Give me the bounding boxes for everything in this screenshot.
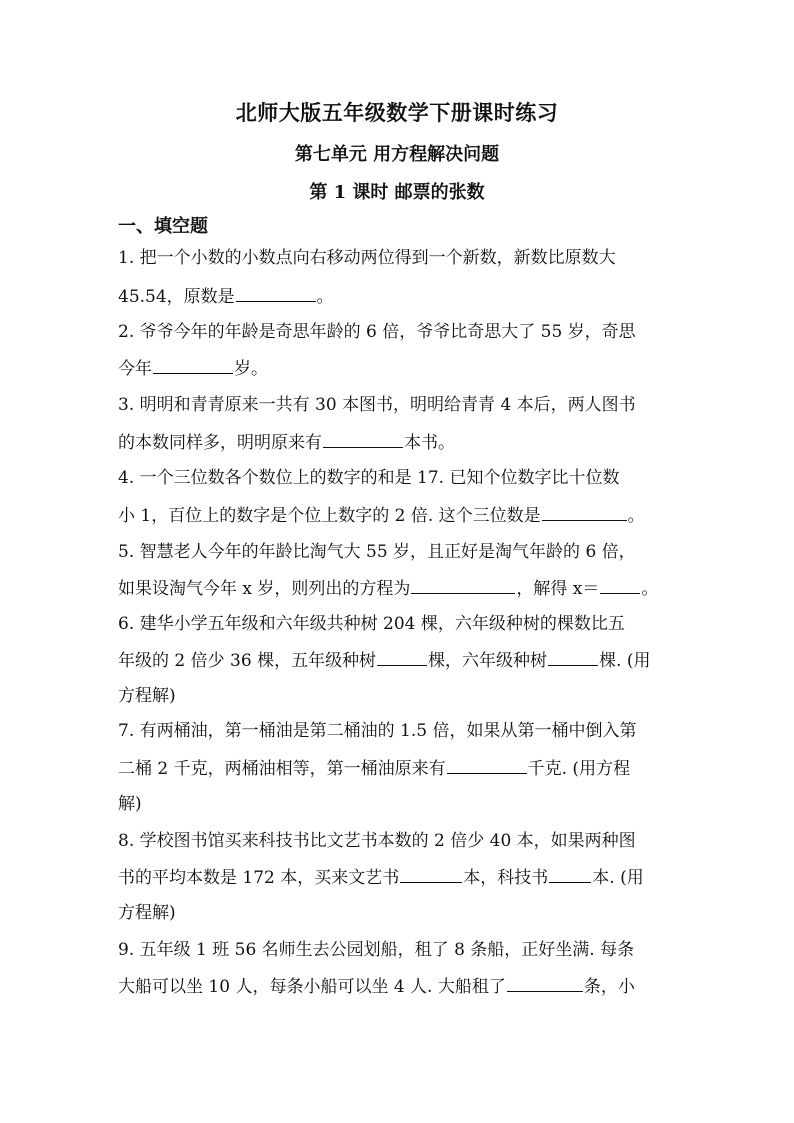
answer-blank-q8-science[interactable] [549, 865, 591, 883]
answer-blank-q1[interactable] [236, 284, 316, 302]
question-2-line-1: 2. 爷爷今年的年龄是奇思年龄的 6 倍，爷爷比奇思大了 55 岁，奇思 [118, 322, 636, 342]
answer-blank-q6-grade5[interactable] [377, 648, 427, 666]
question-2-text: 今年 [118, 359, 152, 379]
answer-blank-q8-literature[interactable] [400, 865, 462, 883]
question-1-end: 。 [316, 287, 334, 307]
question-3-text: 的本数同样多，明明原来有 [118, 433, 322, 453]
question-1-line-2 [118, 284, 334, 309]
question-1-text: 45.54，原数是 [118, 287, 235, 307]
question-7-line-2 [118, 756, 630, 781]
question-3-end: 本书。 [404, 433, 455, 453]
answer-blank-q3[interactable] [323, 430, 403, 448]
question-7-line-3: 解) [118, 794, 142, 814]
question-8-text: 书的平均本数是 172 本，买来文艺书 [118, 868, 400, 888]
question-8-line-2 [118, 865, 644, 890]
question-6-end: 棵. (用 [599, 651, 651, 671]
unit-title: 第七单元 用方程解决问题 [294, 144, 500, 165]
question-5-end: 。 [641, 579, 659, 599]
question-5-text: 如果设淘气今年 x 岁，则列出的方程为 [118, 579, 411, 599]
question-3-line-2 [118, 430, 455, 455]
question-9-line-2 [118, 974, 635, 999]
answer-blank-q6-grade6[interactable] [548, 648, 598, 666]
answer-blank-q9[interactable] [507, 974, 583, 992]
lesson-title: 第 1 课时 邮票的张数 [309, 182, 485, 203]
question-8-mid: 本，科技书 [463, 868, 549, 888]
question-5-line-2 [118, 576, 658, 601]
question-9-text: 大船可以坐 10 人，每条小船可以坐 4 人. 大船租了 [118, 977, 506, 997]
question-1-line-1: 1. 把一个小数的小数点向右移动两位得到一个新数，新数比原数大 [118, 248, 616, 268]
question-2-line-2 [118, 356, 268, 381]
question-3-line-1: 3. 明明和青青原来一共有 30 本图书，明明给青青 4 本后，两人图书 [118, 395, 636, 415]
question-6-mid: 棵，六年级种树 [428, 651, 548, 671]
question-9-line-1: 9. 五年级 1 班 56 名师生去公园划船，租了 8 条船，正好坐满. 每条 [118, 940, 635, 960]
answer-blank-q5-x[interactable] [600, 576, 640, 594]
answer-blank-q5-equation[interactable] [411, 576, 515, 594]
question-7-line-1: 7. 有两桶油，第一桶油是第二桶油的 1.5 倍，如果从第一桶中倒入第 [118, 721, 637, 741]
page-title: 北师大版五年级数学下册课时练习 [235, 100, 559, 125]
question-8-line-1: 8. 学校图书馆买来科技书比文艺书本数的 2 倍少 40 本，如果两种图 [118, 831, 636, 851]
question-8-line-3: 方程解) [118, 903, 176, 923]
question-5-line-1: 5. 智慧老人今年的年龄比淘气大 55 岁，且正好是淘气年龄的 6 倍， [118, 542, 636, 562]
answer-blank-q4[interactable] [542, 503, 627, 521]
section-heading: 一、填空题 [118, 216, 208, 237]
question-4-line-2 [118, 503, 645, 528]
question-4-end: 。 [627, 506, 645, 526]
question-9-end: 条，小 [583, 977, 635, 997]
answer-blank-q2[interactable] [153, 356, 233, 374]
question-2-end: 岁。 [234, 359, 268, 379]
question-5-solve: ，解得 x＝ [516, 579, 600, 599]
question-6-line-1: 6. 建华小学五年级和六年级共种树 204 棵，六年级种树的棵数比五 [118, 614, 625, 634]
question-4-line-1: 4. 一个三位数各个数位上的数字的和是 17. 已知个位数字比十位数 [118, 468, 620, 488]
answer-blank-q7[interactable] [447, 756, 527, 774]
question-6-text: 年级的 2 倍少 36 棵，五年级种树 [118, 651, 377, 671]
question-4-text: 小 1，百位上的数字是个位上数字的 2 倍. 这个三位数是 [118, 506, 541, 526]
question-7-end: 千克. (用方程 [527, 759, 631, 779]
question-6-line-3: 方程解) [118, 686, 176, 706]
question-6-line-2 [118, 648, 651, 673]
question-7-text: 二桶 2 千克，两桶油相等，第一桶油原来有 [118, 759, 446, 779]
question-8-end: 本. (用 [592, 868, 644, 888]
